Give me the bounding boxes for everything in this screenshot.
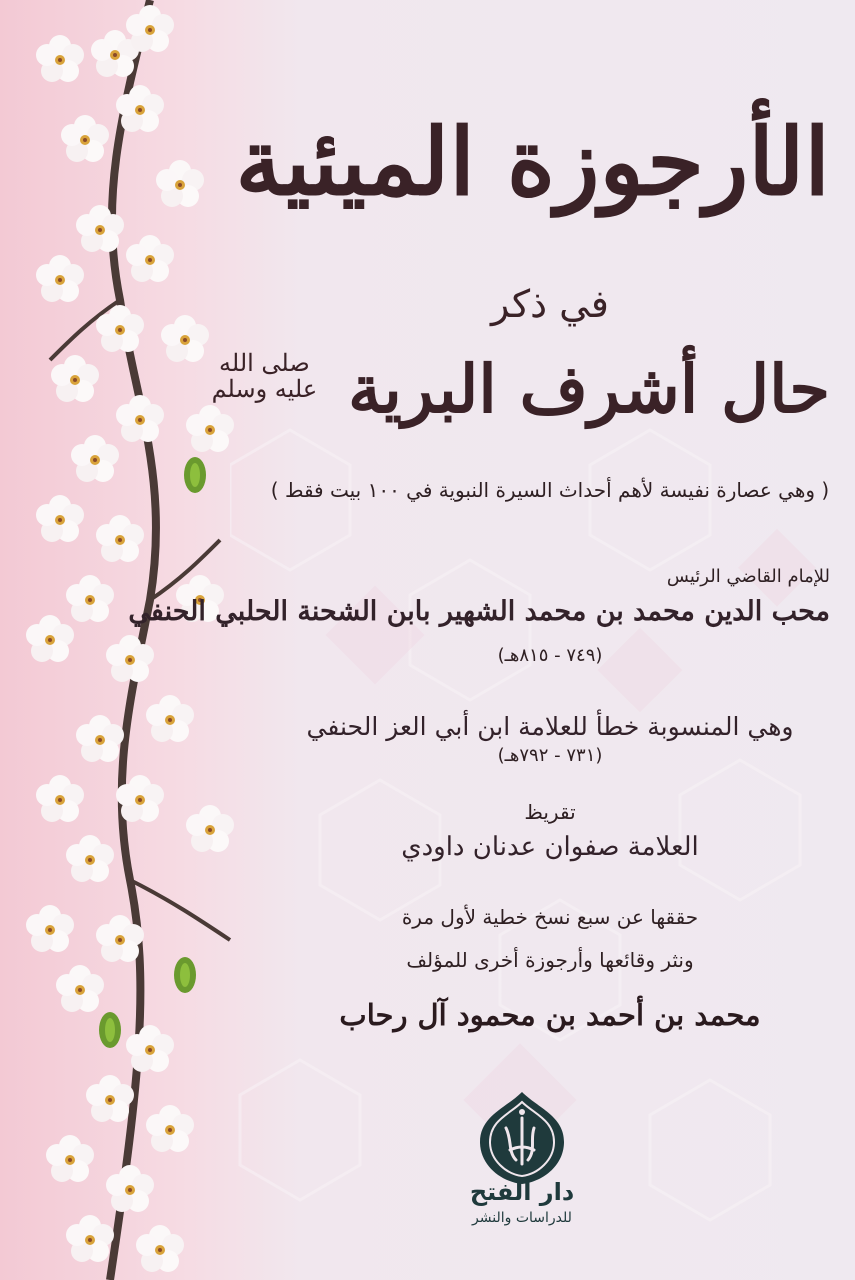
salawat-top: صلى الله xyxy=(219,349,310,377)
author-name: محب الدين محمد بن محمد الشهير بابن الشحنة الحلبي الحنفي xyxy=(128,596,830,627)
salawat-honorific xyxy=(212,350,318,402)
publisher-emblem-icon xyxy=(472,1088,572,1188)
editor-line-2: ونثر وقائعها وأرجوزة أخرى للمؤلف xyxy=(406,948,694,972)
book-subtitle xyxy=(211,349,830,428)
subtitle-text: حال أشرف البرية xyxy=(348,350,830,428)
publisher-subtitle: للدراسات والنشر xyxy=(472,1210,572,1226)
cherry-blossom-branch xyxy=(0,0,270,1280)
author-dates: (٧٤٩ - ٨١٥هـ) xyxy=(497,645,603,666)
author-intro: للإمام القاضي الرئيس xyxy=(666,566,830,587)
book-description: ( وهي عصارة نفيسة لأهم أحداث السيرة النبوية في ١٠٠ بيت فقط ) xyxy=(270,478,830,502)
editor-name: محمد بن أحمد بن محمود آل رحاب xyxy=(339,998,761,1032)
title-connector: في ذكر xyxy=(491,282,609,326)
attribution-dates: (٧٣١ - ٧٩٢هـ) xyxy=(497,745,603,766)
book-title: الأرجوزة الميئية xyxy=(235,108,830,216)
publisher-name: دار الفتح xyxy=(469,1178,575,1206)
taqrith-name: العلامة صفوان عدنان داودي xyxy=(401,832,699,862)
taqrith-label: تقريظ xyxy=(524,800,576,824)
salawat-bottom: عليه وسلم xyxy=(211,375,318,403)
attribution-note: وهي المنسوبة خطأ للعلامة ابن أبي العز الحنفي xyxy=(306,712,794,741)
editor-line-1: حققها عن سبع نسخ خطية لأول مرة xyxy=(401,905,699,929)
